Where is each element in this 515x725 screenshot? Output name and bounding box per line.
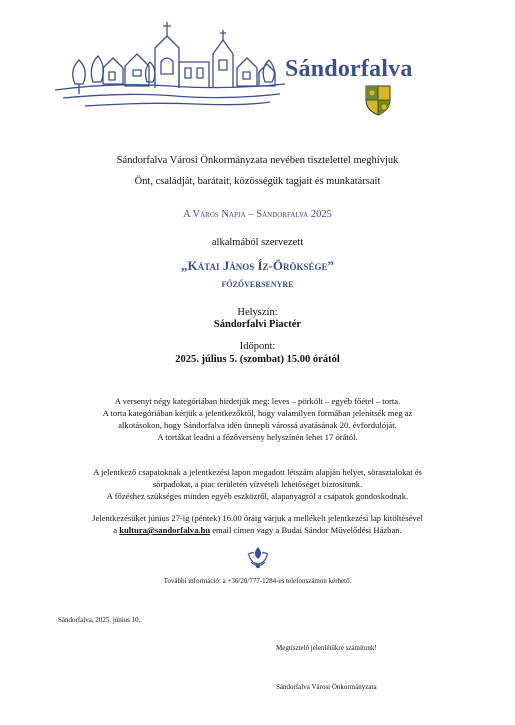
occasion-line: alkalmából szervezett	[211, 237, 304, 248]
date-place: Sándorfalva, 2025. június 10.	[58, 616, 141, 624]
invite-line-2: Önt, családját, barátait, közösségük tagjait és munkatársait	[134, 176, 381, 187]
folk-ornament-icon	[245, 545, 271, 571]
apply-suffix: email címen vagy a Budai Sándor Művelődési Házban.	[210, 525, 402, 535]
closing-line: Megtisztelő jelenlétükre számítunk!	[276, 644, 377, 652]
contest-title: „Kátai János Íz-Öröksége”	[181, 258, 334, 273]
details-p2-line-1: A jelentkező csapatoknak a jelentkezési lapon megadott létszám alapján helyet, sörasztalokat és	[93, 467, 422, 477]
info-line: További információ: a +36/20/777-1284-es telefonszámon kérhető.	[163, 577, 352, 585]
place-label: Helyszín:	[237, 307, 278, 318]
town-skyline-logo	[55, 12, 285, 110]
coat-of-arms-icon	[363, 84, 393, 116]
contest-subtitle: főzőversenyre	[221, 276, 294, 290]
time-value: 2025. július 5. (szombat) 15.00 órától	[175, 354, 340, 365]
place-value: Sándorfalvi Piactér	[213, 319, 302, 330]
details-p1-line-2: A torta kategóriában kérjük a jelentkezőktől, hogy valamilyen formában jelenítsék meg az	[102, 408, 413, 418]
details-p2-line-2: sörpadokat, a piac területén vízvételi lehetőséget biztosítunk.	[152, 479, 363, 489]
details-p1-line-3: alkotásokon, hogy Sándorfalva idén ünnepli várossá avatásának 20. évfordulóját.	[118, 420, 397, 430]
details-p2-line-3: A főzéshez szükséges minden egyéb eszközről, alapanyagról a csapatok gondoskodnak.	[106, 491, 409, 501]
email-link[interactable]: kultura@sandorfalva.hu	[119, 525, 211, 535]
apply-line-1: Jelentkezésüket június 27-ig (péntek) 16.00 óráig várjuk a mellékelt jelentkezési lap kitöltésével	[92, 513, 423, 523]
apply-line-2	[0, 525, 515, 536]
details-p1-line-1: A versenyt négy kategóriában hirdetjük meg: leves – pörkölt – egyéb főétel – torta.	[114, 396, 401, 406]
details-p1-line-4: A tortákat leadni a főzőverseny helyszínén lehet 17 órától.	[157, 432, 358, 442]
apply-prefix: a	[113, 525, 120, 535]
invite-line-1: Sándorfalva Városi Önkormányzata nevében tisztelettel meghívjuk	[116, 155, 399, 166]
event-title: A Város Napja – Sándorfalva 2025	[183, 209, 332, 220]
time-label: Időpont:	[239, 341, 276, 352]
brand-title: Sándorfalva	[285, 56, 413, 82]
signature: Sándorfalva Városi Önkormányzata	[276, 683, 377, 691]
